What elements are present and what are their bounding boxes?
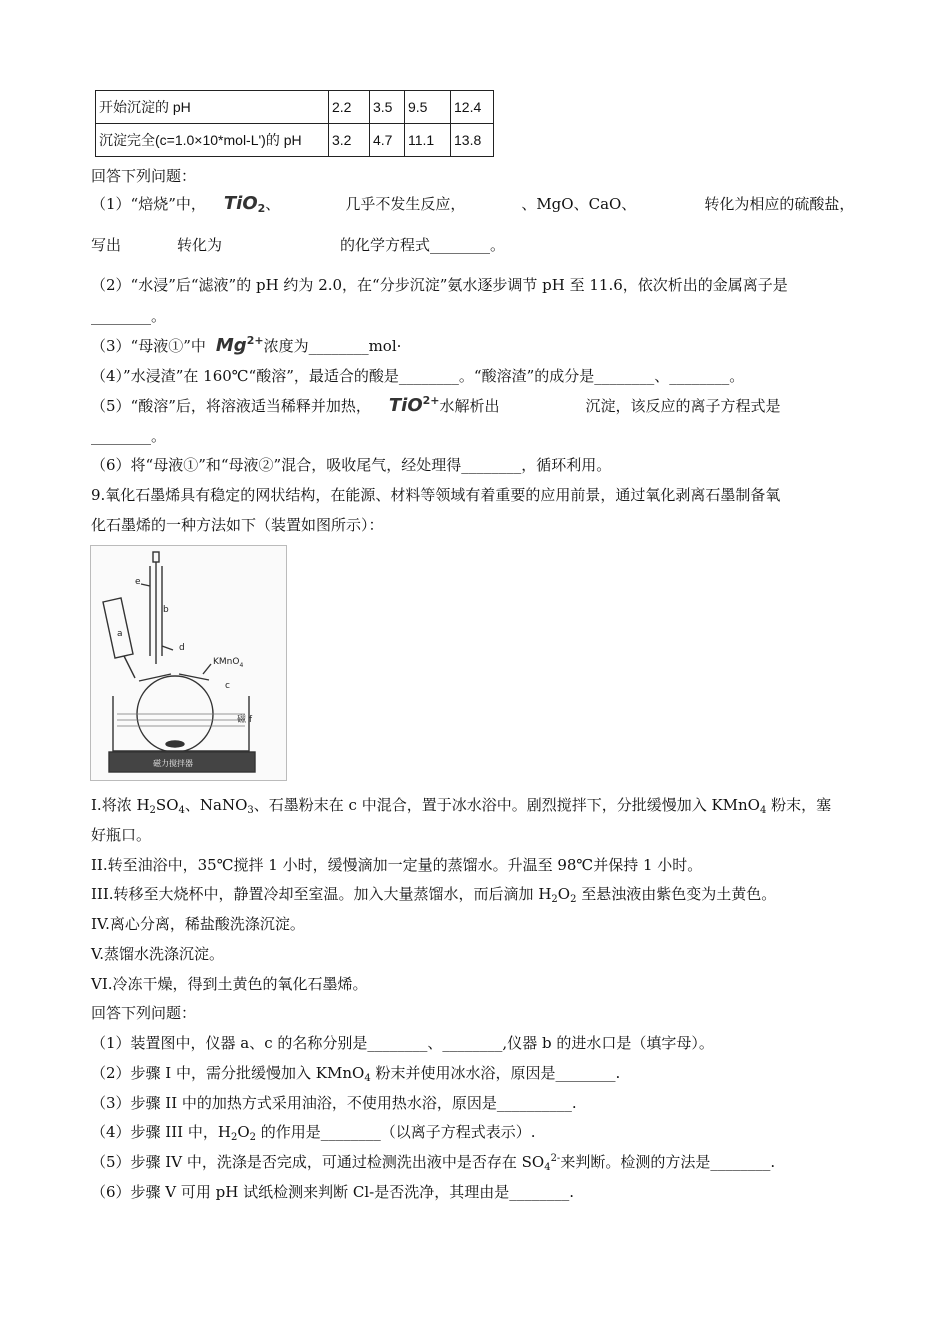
step-1-line-1	[91, 795, 831, 815]
question-2-line-1: （2）“水浸”后“滤液”的 pH 约为 2.0，在“分步沉淀”氨水逐步调节 pH 至 11.6，依次析出的金属离子是	[91, 276, 788, 294]
apparatus-figure	[90, 545, 287, 781]
mg-formula	[216, 335, 264, 356]
condenser-ports	[141, 584, 173, 650]
table-cell: 4.7	[370, 124, 405, 157]
question-text: 来判断。检测的方法是________.	[560, 1153, 776, 1171]
step-text: SO	[155, 796, 179, 814]
q1-text: 转化为	[177, 236, 223, 254]
table-cell: 13.8	[451, 124, 494, 157]
tio2plus-formula	[389, 395, 440, 416]
step-text: O	[557, 885, 571, 903]
formula-sup: 2+	[422, 394, 440, 407]
table-cell: 9.5	[405, 91, 451, 124]
question-text: （4）步骤 III 中，H	[91, 1123, 231, 1141]
label-f: 磁 f	[237, 715, 253, 725]
subscript: 4	[759, 805, 767, 816]
q5-text: （5）“酸溶”后，将溶液适当稀释并加热，	[91, 397, 371, 415]
question-1-line-2	[91, 235, 505, 255]
q5-text: 水解析出	[439, 397, 500, 415]
step-text: I.将浓 H	[91, 796, 150, 814]
sub-question-4	[91, 1122, 536, 1142]
table-cell: 开始沉淀的 pH	[96, 91, 329, 124]
step-text: 粉末，塞	[766, 796, 832, 814]
sub-question-3: （3）步骤 II 中的加热方式采用油浴，不使用热水浴，原因是__________.	[91, 1094, 577, 1112]
label-b: b	[163, 605, 169, 615]
sub-question-2	[91, 1063, 620, 1083]
subscript: 2	[551, 894, 558, 905]
label-a: a	[117, 629, 123, 639]
formula-sub: 2	[257, 202, 266, 215]
stir-bar	[166, 741, 184, 747]
q1-text: 写出	[91, 236, 122, 254]
table-cell: 2.2	[329, 91, 370, 124]
subscript: 2	[230, 1132, 238, 1143]
formula-sup: 2+	[246, 334, 264, 347]
problem-9-line-1: 9.氧化石墨烯具有稳定的网状结构，在能源、材料等领域有着重要的应用前景，通过氧化剥离石墨制备氧	[91, 486, 781, 504]
q1-text: 、MgO、CaO、	[521, 195, 637, 213]
q1-text: 几乎不发生反应，	[345, 195, 466, 213]
superscript: 2-	[550, 1153, 561, 1164]
step-4: IV.离心分离，稀盐酸洗涤沉淀。	[91, 915, 305, 933]
apparatus-illustration	[91, 546, 286, 780]
problem-9-line-2: 化石墨烯的一种方法如下（装置如图所示）：	[91, 516, 384, 534]
step-text: III.转移至大烧杯中，静置冷却至室温。加入大量蒸馏水，而后滴加 H	[91, 885, 552, 903]
step-3	[91, 884, 776, 904]
q1-text: 的化学方程式________。	[340, 236, 506, 254]
table-cell: 12.4	[451, 91, 494, 124]
table-cell: 3.5	[370, 91, 405, 124]
subscript: 2	[570, 894, 577, 905]
table-cell: 沉淀完全(c=1.0×10*mol-L')的 pH	[96, 124, 329, 157]
question-1-line-1	[91, 194, 854, 214]
subscript: 3	[247, 805, 254, 816]
subscript: 2	[149, 805, 156, 816]
step-text: 、石墨粉末在 c 中混合，置于冰水浴中。剧烈搅拌下，分批缓慢加入 KMnO	[253, 796, 760, 814]
condenser-top	[153, 552, 159, 562]
q5-text: 沉淀，该反应的离子方程式是	[585, 397, 781, 415]
question-text: 粉末并使用冰水浴，原因是________.	[370, 1064, 621, 1082]
step-text: 至悬浊液由紫色变为土黄色。	[576, 885, 777, 903]
label-kmno4-text: KMnO	[213, 657, 240, 667]
kmno4-arrow	[203, 664, 211, 674]
table-row	[96, 124, 494, 157]
step-1-line-2: 好瓶口。	[91, 826, 152, 844]
formula-text: TiO	[388, 395, 423, 416]
question-3	[91, 336, 401, 356]
q1-text: 转化为相应的硫酸盐，	[704, 195, 855, 213]
sub-question-6: （6）步骤 V 可用 pH 试纸检测来判断 Cl-是否洗净，其理由是________.	[91, 1183, 575, 1201]
question-text: （2）步骤 I 中，需分批缓慢加入 KMnO	[91, 1064, 365, 1082]
subscript: 2	[249, 1132, 256, 1143]
label-stirrer: 磁力搅拌器	[153, 759, 193, 768]
subscript: 4	[178, 805, 185, 816]
q1-text: （1）“焙烧”中，	[91, 195, 206, 213]
question-5-line-1	[91, 396, 781, 416]
answer-intro: 回答下列问题：	[91, 167, 197, 185]
label-d: d	[179, 643, 185, 653]
question-4: （4）”水浸渣”在 160℃“酸溶”，最适合的酸是________。“酸溶渣”的成分是________、________。	[91, 367, 745, 385]
question-text: 的作用是________（以离子方程式表示）.	[256, 1123, 536, 1141]
formula-text: Mg	[215, 335, 247, 356]
q1-text: 、	[265, 195, 281, 213]
subscript: 4	[364, 1073, 371, 1084]
question-text: （5）步骤 IV 中，洗涤是否完成，可通过检测洗出液中是否存在 SO	[91, 1153, 545, 1171]
q3-text: （3）“母液①”中	[91, 337, 206, 355]
subscript: 4	[544, 1162, 551, 1173]
answer-intro: 回答下列问题：	[91, 1004, 197, 1022]
question-5-line-2: ________。	[91, 427, 167, 445]
step-text: 、NaNO	[184, 796, 248, 814]
step-2: II.转至油浴中，35℃搅拌 1 小时，缓慢滴加一定量的蒸馏水。升温至 98℃并保持 1 小时。	[91, 856, 703, 874]
label-e: e	[135, 577, 141, 587]
table-row	[96, 91, 494, 124]
label-kmno4	[213, 657, 243, 669]
ph-table	[95, 90, 494, 157]
q3-text: 浓度为________mol·	[263, 337, 402, 355]
question-2-line-2: ________。	[91, 307, 167, 325]
formula-text: TiO	[223, 193, 258, 214]
sub-question-5	[91, 1152, 775, 1172]
question-text: O	[237, 1123, 250, 1141]
question-6: （6）将“母液①”和“母液②”混合，吸收尾气，经处理得________，循环利用。	[91, 456, 612, 474]
bath-liquid	[117, 714, 245, 726]
label-kmno4-sub: 4	[239, 662, 244, 669]
tio2-formula	[224, 193, 265, 214]
step-5: V.蒸馏水洗涤沉淀。	[91, 945, 224, 963]
funnel-stem	[124, 656, 135, 678]
dropping-funnel	[103, 598, 133, 658]
sub-question-1: （1）装置图中，仪器 a、c 的名称分别是________、________,仪器 b 的进水口是（填字母）。	[91, 1034, 714, 1052]
flask-necks	[139, 674, 209, 681]
table-cell: 11.1	[405, 124, 451, 157]
step-6: VI.冷冻干燥，得到土黄色的氧化石墨烯。	[91, 975, 368, 993]
label-c: c	[225, 681, 230, 691]
table-cell: 3.2	[329, 124, 370, 157]
